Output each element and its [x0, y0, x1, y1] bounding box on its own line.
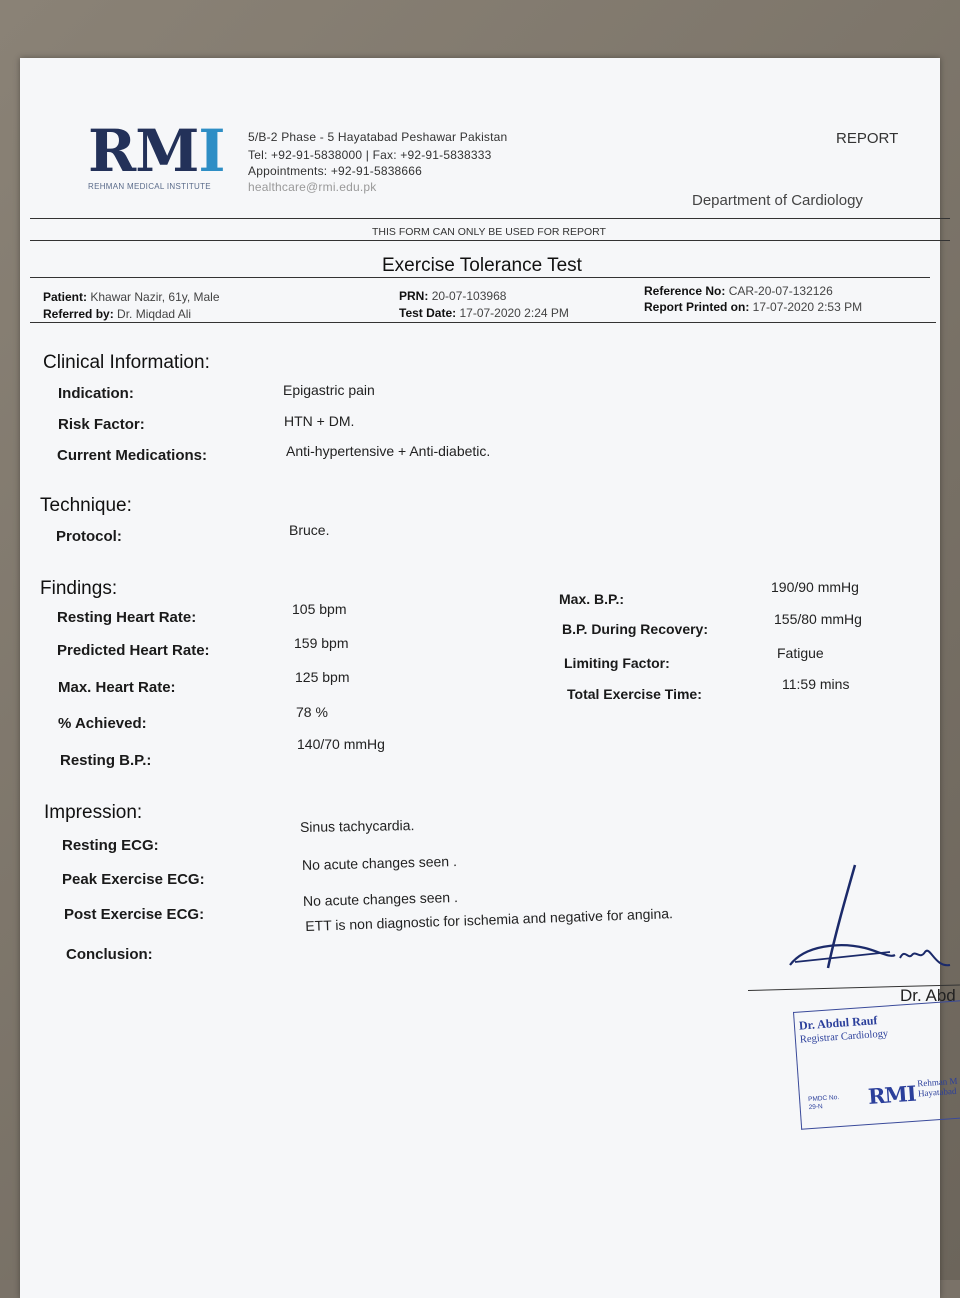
- exercise-time-value: 11:59 mins: [782, 676, 850, 692]
- doctor-stamp: [793, 999, 960, 1129]
- recovery-bp-value: 155/80 mmHg: [774, 611, 862, 627]
- max-bp-label: Max. B.P.:: [559, 591, 625, 607]
- signature-scribble: [770, 860, 960, 980]
- patient-row: [43, 290, 220, 304]
- prn-label: PRN:: [399, 289, 429, 303]
- protocol-value: Bruce.: [289, 522, 330, 538]
- reference-row: [644, 284, 833, 298]
- email-line: healthcare@rmi.edu.pk: [248, 180, 377, 194]
- post-ecg-label: Post Exercise ECG:: [64, 906, 205, 923]
- meta-rule: [30, 322, 936, 323]
- stamp-pmdc-label: PMDC No.: [807, 1093, 840, 1104]
- medications-value: Anti-hypertensive + Anti-diabetic.: [286, 443, 491, 459]
- signature-stroke-1: [828, 865, 855, 968]
- stamp-org-line1: Rehman M: [916, 1075, 958, 1089]
- signature-stroke-3: [795, 952, 890, 962]
- stamp-pmdc-number: 29-N: [808, 1103, 824, 1112]
- doctor-name: Dr. Abd: [900, 986, 956, 1005]
- prn-row: [399, 289, 506, 303]
- post-ecg-value: No acute changes seen .: [302, 888, 459, 910]
- page-title: Exercise Tolerance Test: [382, 255, 582, 276]
- clinical-heading: Clinical Information:: [43, 352, 210, 373]
- limiting-factor-label: Limiting Factor:: [564, 655, 670, 671]
- stamp-name: Dr. Abdul Rauf: [798, 1013, 878, 1033]
- report-label: REPORT: [836, 130, 899, 147]
- referred-row: [43, 307, 191, 321]
- indication-value: Epigastric pain: [283, 382, 375, 398]
- risk-factor-label: Risk Factor:: [58, 416, 145, 433]
- reference-value: CAR-20-07-132126: [728, 284, 833, 298]
- patient-value: Khawar Nazir, 61y, Male: [90, 290, 220, 304]
- rmi-logo: RMI: [88, 117, 225, 185]
- stamp-title: Registrar Cardiology: [799, 1028, 889, 1046]
- peak-ecg-value: No acute changes seen .: [301, 852, 458, 874]
- printed-value: 17-07-2020 2:53 PM: [752, 300, 863, 314]
- findings-heading: Findings:: [40, 578, 118, 599]
- achieved-value: 78 %: [296, 704, 328, 720]
- tel-line: Tel: +92-91-5838000 | Fax: +92-91-5838333: [248, 148, 492, 162]
- resting-bp-label: Resting B.P.:: [60, 752, 152, 769]
- resting-hr-value: 105 bpm: [292, 601, 347, 617]
- risk-factor-value: HTN + DM.: [284, 413, 355, 429]
- exercise-time-label: Total Exercise Time:: [567, 686, 702, 702]
- referred-label: Referred by:: [43, 307, 114, 321]
- stamp-logo: RMI: [867, 1080, 917, 1109]
- header-rule-bottom: [30, 240, 950, 241]
- resting-bp-value: 140/70 mmHg: [297, 736, 385, 752]
- achieved-label: % Achieved:: [58, 715, 147, 732]
- department-name: Department of Cardiology: [692, 192, 863, 209]
- prn-value: 20-07-103968: [431, 289, 507, 303]
- predicted-hr-value: 159 bpm: [294, 635, 349, 651]
- recovery-bp-label: B.P. During Recovery:: [562, 621, 709, 637]
- technique-heading: Technique:: [40, 495, 132, 516]
- header-rule-top: [30, 218, 950, 219]
- title-rule: [30, 277, 930, 278]
- resting-ecg-label: Resting ECG:: [62, 837, 159, 854]
- form-note: THIS FORM CAN ONLY BE USED FOR REPORT: [372, 226, 606, 238]
- resting-ecg-value: Sinus tachycardia.: [299, 817, 415, 835]
- resting-hr-label: Resting Heart Rate:: [57, 609, 197, 626]
- stamp-pmdc: [808, 1094, 840, 1112]
- logo-subtitle: REHMAN MEDICAL INSTITUTE: [88, 182, 211, 191]
- referred-value: Dr. Miqdad Ali: [117, 307, 192, 321]
- signature-stroke-4: [900, 951, 950, 966]
- max-bp-value: 190/90 mmHg: [771, 579, 859, 595]
- test-date-value: 17-07-2020 2:24 PM: [459, 306, 569, 320]
- test-date-label: Test Date:: [399, 306, 457, 320]
- peak-ecg-label: Peak Exercise ECG:: [62, 871, 205, 888]
- stamp-org-line2: Hayatabad: [917, 1085, 957, 1099]
- conclusion-label: Conclusion:: [66, 946, 153, 963]
- predicted-hr-label: Predicted Heart Rate:: [57, 642, 210, 659]
- indication-label: Indication:: [58, 385, 134, 402]
- test-date-row: [399, 306, 569, 320]
- signature-stroke-2: [790, 945, 895, 965]
- max-hr-label: Max. Heart Rate:: [58, 679, 176, 696]
- medications-label: Current Medications:: [57, 447, 208, 464]
- limiting-factor-value: Fatigue: [777, 645, 824, 661]
- printed-label: Report Printed on:: [644, 300, 750, 314]
- impression-heading: Impression:: [44, 802, 143, 823]
- reference-label: Reference No:: [644, 284, 726, 298]
- stamp-org: [917, 1076, 959, 1099]
- address-line: 5/B-2 Phase - 5 Hayatabad Peshawar Pakistan: [248, 130, 508, 144]
- max-hr-value: 125 bpm: [295, 669, 350, 685]
- appointments-line: Appointments: +92-91-5838666: [248, 164, 423, 178]
- conclusion-value: ETT is non diagnostic for ischemia and negative for angina.: [305, 905, 674, 934]
- patient-label: Patient:: [43, 290, 88, 304]
- protocol-label: Protocol:: [56, 528, 122, 545]
- printed-row: [644, 300, 862, 314]
